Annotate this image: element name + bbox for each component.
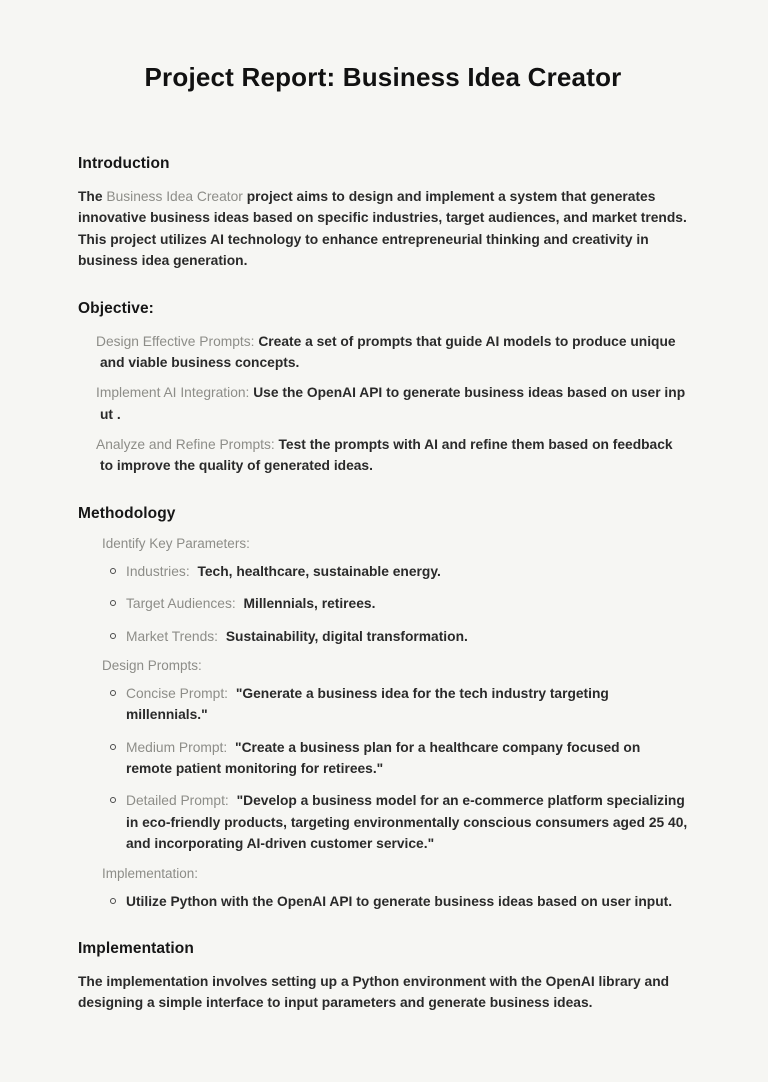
bullet-label: Detailed Prompt: — [126, 793, 233, 809]
bullet-content — [126, 737, 688, 780]
bullet-label: Target Audiences: — [126, 596, 240, 612]
section-objective — [78, 300, 688, 477]
bullet-icon — [110, 633, 116, 639]
objective-item-text: Test the prompts with AI and refine them based on feedback to improve the quality of generated ideas. — [100, 437, 673, 474]
bullet-item — [110, 683, 688, 726]
bullet-item — [110, 593, 688, 614]
bullet-content — [126, 683, 688, 726]
bullet-label: Concise Prompt: — [126, 685, 232, 701]
implementation-paragraph: The implementation involves setting up a Python environment with the OpenAI library and designing a simple interface to input parameters and generate business ideas. — [78, 973, 670, 1011]
bullet-icon — [110, 744, 116, 750]
bullet-text: Utilize Python with the OpenAI API to generate business ideas based on user input. — [126, 893, 673, 909]
objective-item-text: Create a set of prompts that guide AI models to produce unique and viable business concepts. — [100, 333, 676, 370]
bullet-text: Tech, healthcare, sustainable energy. — [197, 563, 441, 579]
section-heading-implementation: Implementation — [78, 939, 194, 957]
bullet-text: "Create a business plan for a healthcare company focused on remote patient monitoring for retirees." — [126, 739, 641, 776]
bullet-label: Industries: — [126, 563, 194, 579]
methodology-group — [78, 658, 688, 855]
objective-item-label: Design Effective Prompts: — [96, 333, 259, 349]
objective-item-label: Analyze and Refine Prompts: — [96, 437, 279, 452]
section-methodology — [78, 505, 688, 912]
bullet-icon — [110, 568, 116, 574]
product-name-text: Business Idea Creator — [106, 189, 243, 204]
objective-item — [96, 434, 688, 477]
bullet-icon — [110, 898, 116, 904]
objective-item — [96, 331, 688, 374]
bullet-label: Medium Prompt: — [126, 739, 232, 755]
bullet-text: Millennials, retirees. — [243, 596, 376, 612]
bullet-label: Market Trends: — [126, 628, 222, 644]
methodology-bullet-list — [110, 561, 688, 647]
methodology-group — [78, 536, 688, 647]
objective-item-text: Use the OpenAI API to generate business ideas based on user inp ut . — [100, 385, 686, 422]
section-heading-methodology: Methodology — [78, 504, 176, 522]
bullet-item — [110, 891, 688, 912]
intro-lead-text: The — [78, 189, 107, 204]
methodology-group — [78, 866, 688, 912]
objective-list — [96, 331, 688, 477]
bullet-text: "Develop a business model for an e-commerce platform specializing in eco-friendly products, targeting environmentally conscious consumers aged 25 40, and incorporating AI-driven customer service." — [126, 793, 688, 852]
bullet-content — [126, 891, 688, 912]
bullet-content — [126, 790, 688, 854]
bullet-text: "Generate a business idea for the tech industry targeting millennials." — [126, 685, 609, 723]
methodology-group-label: Implementation: — [102, 865, 199, 881]
section-introduction — [78, 155, 688, 272]
section-implementation — [78, 940, 688, 1014]
page-title: Project Report: Business Idea Creator — [144, 62, 622, 92]
intro-body-text: project aims to design and implement a system that generates innovative business ideas based on specific industries, target audiences, and market trends. This project utilizes AI technology to enhance entrepreneurial thinking and creativity in business idea generation. — [78, 189, 687, 269]
bullet-item — [110, 737, 688, 780]
methodology-group-label: Design Prompts: — [102, 657, 202, 673]
bullet-item — [110, 626, 688, 647]
bullet-icon — [110, 690, 116, 696]
bullet-item — [110, 561, 688, 582]
methodology-bullet-list — [110, 683, 688, 855]
bullet-icon — [110, 797, 116, 803]
section-heading-introduction: Introduction — [78, 155, 170, 172]
methodology-bullet-list — [110, 891, 688, 912]
objective-item-label: Implement AI Integration: — [96, 385, 254, 401]
bullet-content — [126, 593, 688, 614]
methodology-group-label: Identify Key Parameters: — [102, 535, 250, 551]
objective-item — [96, 382, 688, 425]
bullet-content — [126, 626, 688, 647]
bullet-content — [126, 561, 688, 582]
bullet-text: Sustainability, digital transformation. — [225, 628, 468, 644]
introduction-paragraph — [78, 186, 688, 272]
bullet-icon — [110, 600, 116, 606]
section-heading-objective: Objective: — [78, 299, 154, 317]
bullet-item — [110, 790, 688, 854]
